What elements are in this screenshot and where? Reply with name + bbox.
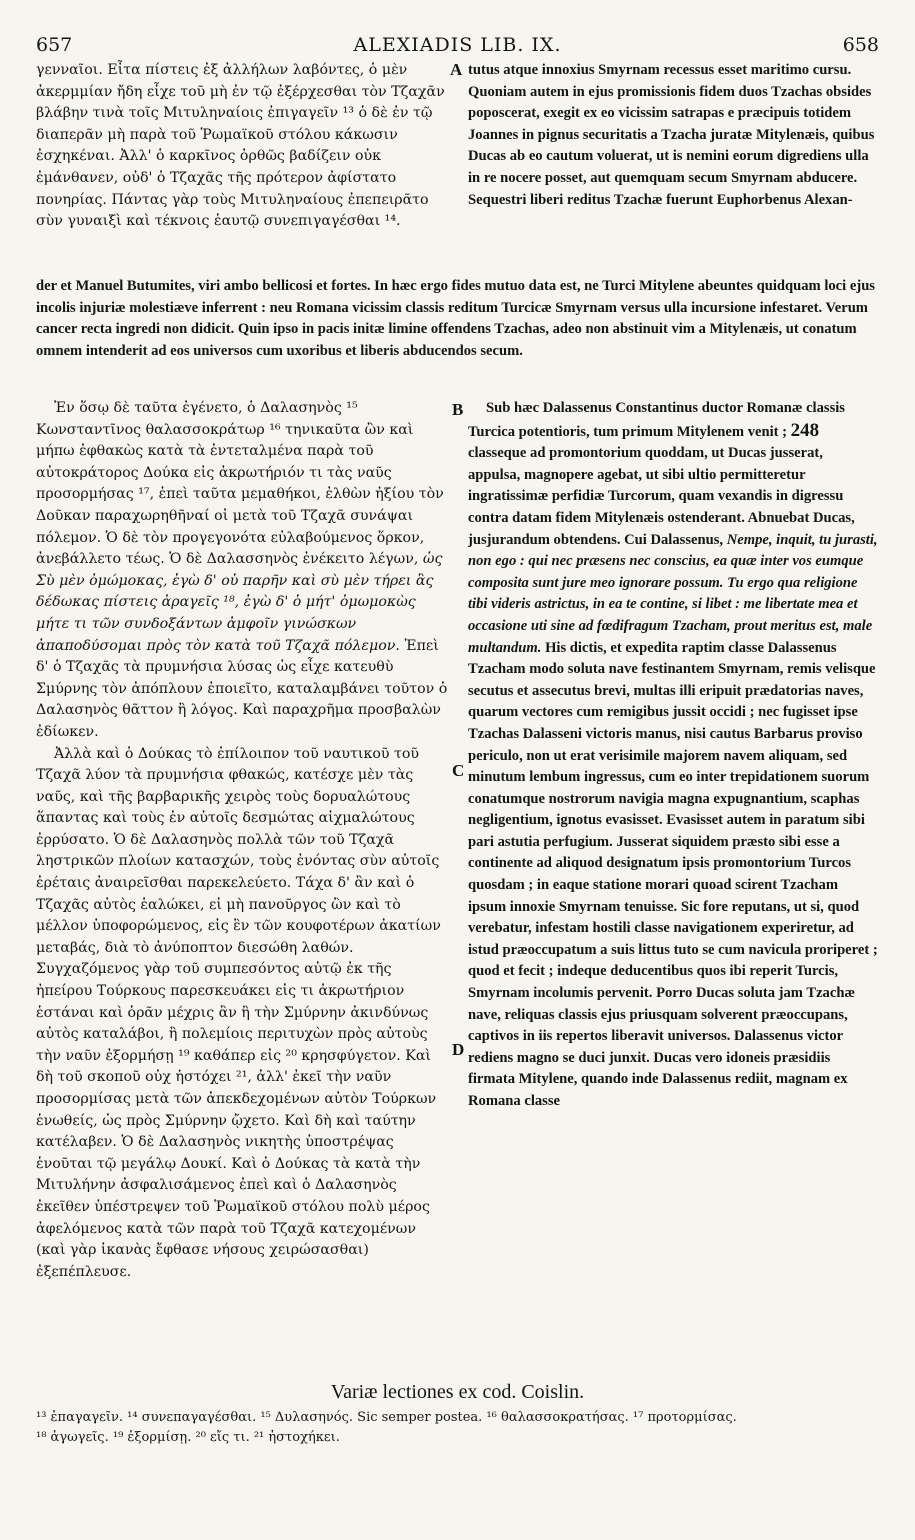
greek-paragraph: γενναῖοι. Εἶτα πίστεις ἐξ ἀλλήλων λαβόντες, ὁ μὲν ἀκερμμίαν ἤδη εἶχε τοῦ μὴ ἐν τῷ ἐξέρχεσθαι τὸν Τζαχᾶν βλάβην τινὰ τοῖς Μιτυληναίοις ἐπιγαγεῖν ¹³ ὁ δὲ ἐν τῷ διαπερᾶν μὴ παρὰ τοῦ Ῥωμαϊκοῦ στόλου κάκωσιν ἐσχηκέναι. Ἀλλ' ὁ καρκῖνος ὀρθῶς βαδίζειν οὐκ ἐμάνθανεν, οὐδ' ὁ Τζαχᾶς τῆς πρότερον ἀφίστατο πονηρίας. Πάντας γὰρ τοὺς Μιτυληναίους ἐπεπειρᾶτο σὺν γυναιξὶ καὶ τέκνοις ἑαυτῷ συνεπιγαγέσθαι ¹⁴. bbox=[36, 62, 445, 230]
running-title: ALEXIADIS LIB. IX. bbox=[353, 34, 562, 56]
page-number-left: 657 bbox=[36, 34, 73, 56]
variae-line: ¹³ ἐπαγαγεῖν. ¹⁴ συνεπαγαγέσθαι. ¹⁵ Δυλασηνός. Sic semper postea. ¹⁶ θαλασσοκρατήσας. ¹⁷ προτορμίσας. bbox=[36, 1410, 737, 1425]
latin-paragraph: tutus atque innoxius Smyrnam recessus esset maritimo cursu. Quoniam autem in ejus promissionis fidem duos Tzachas obsides poposcerat, exegit ex eo vicissim satrapas e præcipuis totidem Joannes in pignus securitatis a Tzacha juratæ Mitylenæis, quibus Ducas ab eo cautum voluerat, ut is nemini eorum digrediens ulla in re nocere posset, aut quemquam secum Smyrnam abducere. Sequestri liberi reditus Tzachæ fuerunt Euphorbenus Alexan- bbox=[468, 62, 875, 208]
greek-quote: ὡς Σὺ μὲν ὀμώμοκας, ἐγὼ δ' οὐ παρῆν καὶ σὺ μὲν τήρει ἃς δέδωκας πίστεις ἀραγεῖς ¹⁸, ἐγὼ δ' ὁ μήτ' ὀμωμοκὼς μήτε τι τῶν συνδοξάντων ἀμφοῖν γινώσκων ἀπαποδύσομαι πρὸς τὸν κατὰ τοῦ Τζαχᾶ πόλεμον. bbox=[36, 551, 443, 654]
latin-text: classeque ad promontorium quoddam, ut Ducas jusserat, appulsa, magnopere agebat, ut sibi ultio permitteretur ingratissimæ perfidiæ Turcorum, quam vexandis in digressu contra datam fidem Mitylenæis ostenderant. Abnuebat Ducas, jusjurandum obtendens. Cui Dalassenus, bbox=[468, 445, 855, 548]
greek-column-top bbox=[36, 60, 450, 276]
margin-marker-d: D bbox=[452, 1040, 465, 1059]
latin-text: His dictis, et expedita raptim classe Dalassenus Tzacham modo soluta nave festinantem Smyrnam, remis velisque secutus et assecutus brevi, multas illi eripuit prædatorias naves, quarum vectores cum remigibus jussit occidi ; nec fugisset ipse Tzachas Dalasseni victoris manus, nisi cautus Barbarus proviso periculo, non ut erat verisimile majorem navem aliquam, sed minutum lembum ingressus, cum eo inter trepidationem suorum conatumque nostrorum navigia magna expugnantium, scaphas negligentium, ignotus evasisset. Evasisset autem in paratum sibi pari astutia perfugium. Jusserat siquidem præsto sibi esse a continente ad aliquod designatum ipsis promontorium Turcos quosdam ; in eaque statione morari quoad scirent Tzacham ipsum innoxie Smyrnam tenuisse. Sic fore reputans, ut si, quod verebatur, infestam hostili classe navigationem experiretur, ad istud præoccupatum a suis littus tuto se cum navicula proriperet ; quod et fecit ; indeque deducentibus quos ibi reperit Turcis, Smyrnam incolumis pervenit. Porro Ducas soluta jam Tzachæ nave, reliquas classis ejus priusquam solverent præoccupans, captivos in iis repertos liberavit universos. Dalassenus victor rediens magno se duci junxit. Ducas vero idoneis præsidiis firmata Mitylene, quando inde Dalassenus rediit, magnam ex Romana classe bbox=[468, 639, 878, 1109]
marginal-number: 248 bbox=[790, 419, 820, 441]
variae-line: ¹⁸ ἀγωγεῖς. ¹⁹ ἐξορμίσῃ. ²⁰ εἴς τι. ²¹ ἠστοχήκει. bbox=[36, 1430, 340, 1445]
greek-column-main bbox=[36, 398, 450, 1366]
latin-text: Sub hæc Dalassenus Constantinus ductor Romanæ classis Turcica potentioris, tum primum Mitylenem venit ; bbox=[468, 400, 845, 440]
greek-text: Ἐπεὶ δ' ὁ Τζαχᾶς τὰ πρυμνήσια λύσας ὡς εἶχε κατευθὺ Σμύρνης τὸν ἀπόπλουν ἐποιεῖτο, καταλαμβάνει τοῦτον ὁ Δαλασηνὸς θᾶττον ἢ λόγος. Καὶ παραχρῆμα προσβαλὼν ἐδίωκεν. bbox=[36, 637, 448, 740]
variae-lectiones-notes bbox=[36, 1408, 879, 1448]
latin-paragraph-main bbox=[468, 398, 878, 1113]
greek-text: Ἐν ὅσῳ δὲ ταῦτα ἐγένετο, ὁ Δαλασηνὸς ¹⁵ Κωνσταντῖνος θαλασσοκράτωρ ¹⁶ τηνικαῦτα ὢν καὶ μήπω ἐφθακὼς κατὰ τὰ ἐντεταλμένα παρὰ τοῦ αὐτοκράτορος Δούκα εἰς ἀκρωτήριόν τι τὰς ναῦς προσορμήσας ¹⁷, ἐπεὶ ταῦτα μεμαθήκοι, ἐλθὼν ἠξίου τὸν Δοῦκαν παραχωρηθῆναί οἱ μετὰ τοῦ Τζαχᾶ συνάψαι πόλεμον. Ὁ δὲ τὸν προγεγονότα εὐλαβούμενος ὅρκον, ἀνεβάλλετο τέως. Ὁ δὲ Δαλασσηνὸς ἐνέκειτο λέγων, bbox=[36, 400, 444, 568]
margin-marker-a: A bbox=[450, 60, 463, 79]
latin-quote: Nempe, inquit, tu jurasti, non ego : qui nec præsens nec conscius, ea quæ inter vos eumque composita sunt jure meo ignorare possum. Tu ergo qua religione tibi videris astrictus, in ea te contine, si libet : me libertate mea et occasione uti sine ad fœdifragum Tzacham, prout meritus est, male multandum. bbox=[468, 531, 878, 656]
page-header bbox=[36, 34, 879, 58]
margin-marker-c: C bbox=[452, 761, 465, 780]
greek-paragraph-1 bbox=[36, 398, 450, 744]
variae-lectiones-title: Variæ lectiones ex cod. Coislin. bbox=[330, 1381, 585, 1403]
latin-full-width-text bbox=[36, 276, 878, 386]
page-number-right: 658 bbox=[842, 34, 879, 56]
latin-column-main bbox=[468, 398, 878, 1366]
latin-full-paragraph: der et Manuel Butumites, viri ambo bellicosi et fortes. In hæc ergo fides mutuo data est, ne Turci Mitylene abeuntes quidquam loci ejus incolis injuriæ molestiæve inferrent : neu Romana vicissim classis reditum Turcicæ Smyrnam versus ulla incursione infestaret. Verum cancer recta ingredi non didicit. Quin ipso in pacis initæ limine offendens Tzachas, adeo non abstinuit vim a Mitylenæis, ut conatum omnem intenderit ad eos universos cum uxoribus et liberis abducendos secum. bbox=[36, 278, 875, 359]
greek-paragraph-2: Ἀλλὰ καὶ ὁ Δούκας τὸ ἐπίλοιπον τοῦ ναυτικοῦ τοῦ Τζαχᾶ λύον τὰ πρυμνήσια φθακώς, κατέσχε μὲν τὰς ναῦς, καὶ τῆς βαρβαρικῆς χειρὸς τοὺς δορυαλώτους ἅπαντας καὶ τοὺς ἐν αὐτοῖς δεσμώτας αἰχμαλώτους ἐρρύσατο. Ὁ δὲ Δαλασηνὸς πολλὰ τῶν τοῦ Τζαχᾶ ληστρικῶν πλοίων κατασχών, τοὺς ἐνόντας σὺν αὐτοῖς ἐρέταις ἀναιρεῖσθαι παρεκελεύετο. Τάχα δ' ἂν καὶ ὁ Τζαχᾶς αὐτὸς ἑαλώκει, εἰ μὴ πανοῦργος ὢν καὶ τὸ μέλλον ὑποφορώμενος, εἰς ἓν τῶν κουφοτέρων ἀκατίων μεταβάς, διὰ τὸ ἀνύποπτον διεσώθη λαθών. Συγχαζόμενος γὰρ τοῦ συμπεσόντος αὐτῷ ἐκ τῆς ἠπείρου Τούρκους παρεσκευάκει εἰς τι ἀκρωτήριον ἑστάναι καὶ ὁρᾶν μέχρις ἂν ἢ τὴν Σμύρνην ἀκινδύνως αὐτὸς καταλάβοι, ἢ πολεμίοις περιτυχὼν πρὸς αὐτοὺς τὴν ναῦν ἐξορμήσῃ ¹⁹ καθάπερ εἰς ²⁰ κρησφύγετον. Καὶ δὴ τοῦ σκοποῦ οὐχ ἡστόχει ²¹, ἀλλ' ἐκεῖ τὴν ναῦν προσορμίσας μετὰ τῶν ἀπεκδεχομένων αὐτὸν Τούρκων ἑνωθείς, ὡς πρὸς Σμύρνην ᾤχετο. Καὶ δὴ καὶ ταύτην κατέλαβεν. Ὁ δὲ Δαλασηνὸς νικητὴς ὑποστρέψας ἑνοῦται τῷ μεγάλῳ Δουκί. Καὶ ὁ Δούκας τὰ κατὰ τὴν Μιτυλήνην ἀσφαλισάμενος ἐπεὶ καὶ ὁ Δαλασηνὸς ἐκεῖθεν ὑπέστρεψεν τοῦ Ῥωμαϊκοῦ στόλου πολὺ μέρος ἀφελόμενος κατὰ τῶν παρὰ τοῦ Τζαχᾶ κατεχομένων (καὶ γὰρ ἱκανὰς ἔφθασε νήσους χειρώσασθαι) ἐξεπέπλευσε. bbox=[36, 745, 441, 1280]
latin-column-top bbox=[468, 60, 878, 276]
margin-marker-b: B bbox=[452, 400, 464, 419]
